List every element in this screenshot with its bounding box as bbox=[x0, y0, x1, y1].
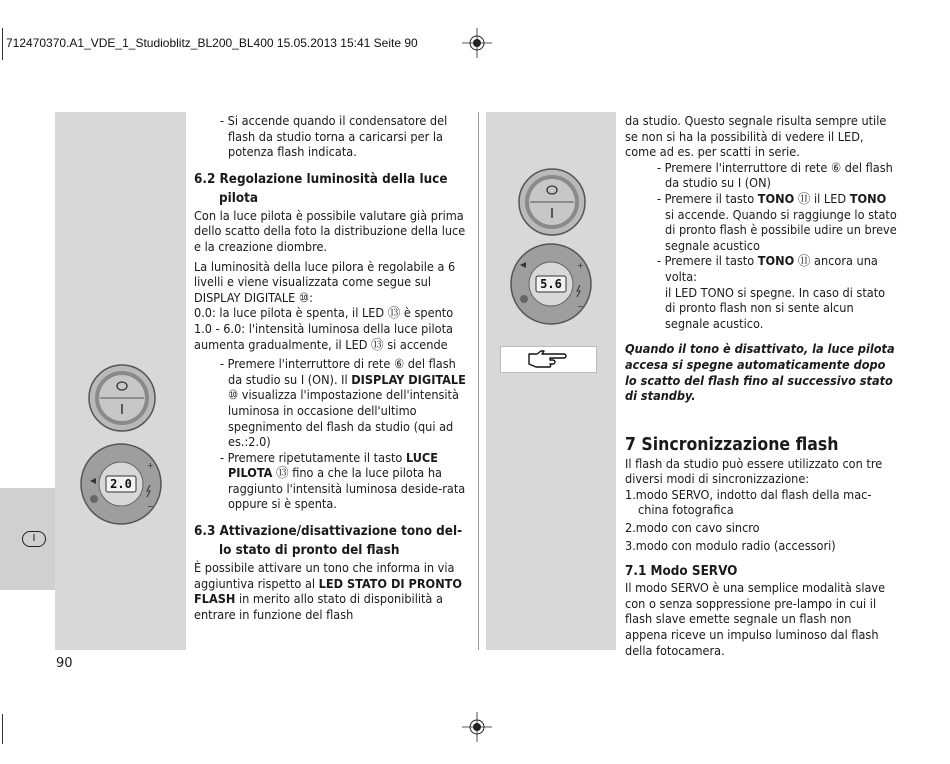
heading-7: 7 Sincronizzazione flash bbox=[625, 434, 839, 455]
registration-mark-icon bbox=[462, 28, 492, 58]
note-text: Quando il tono è disattivato, la luce pilota accesa si spegne automaticamente dopo lo scatto del flash fino al successivo stato di standby. bbox=[625, 341, 895, 404]
paragraph-7: Il flash da studio può essere utilizzato con tre diversi modi di sincronizzazione: bbox=[625, 455, 883, 487]
paragraph-1: Con la luce pilota è possibile valutare già prima dello scatto della foto la distribuzione della luce e la creazione diombre. bbox=[194, 207, 466, 254]
bullet-intro: - Si accende quando il condensatore del flash da studio torna a caricarsi per la potenza flash indicata. bbox=[220, 113, 448, 160]
heading-7-1: 7.1 Modo SERVO bbox=[625, 564, 738, 580]
column-divider bbox=[478, 112, 479, 650]
control-panel-icon bbox=[80, 443, 162, 525]
print-slug: 712470370.A1_VDE_1_Studioblitz_BL200_BL400 15.05.2013 15:41 Seite 90 bbox=[6, 36, 418, 50]
paragraph-2: La luminosità della luce pilora è regolabile a 6 livelli e viene visualizzata come segue sul DISPLAY DIGITALE ⑩: bbox=[194, 258, 456, 305]
control-panel-icon bbox=[510, 243, 592, 325]
line-0-0: 0.0: la luce pilota è spenta, il LED ⑬ è spento bbox=[194, 305, 454, 321]
crop-mark bbox=[2, 714, 3, 744]
line-1-0: 1.0 - 6.0: l'intensità luminosa della luce pilota aumenta gradualmente, il LED ⑬ si accende bbox=[194, 320, 453, 352]
svg-text:−: − bbox=[577, 302, 584, 311]
right-bullet-2: - Premere il tasto TONO ⑪ il LED TONO si accende. Quando si raggiunge lo stato di pronto flash è possibile udire un breve segnale acustico bbox=[657, 190, 897, 253]
paragraph-top: da studio. Questo segnale risulta sempre utile se non si ha la possibilità di vedere il LED, come ad es. per scatti in serie. bbox=[625, 113, 887, 160]
list-item-2: 2.modo con cavo sincro bbox=[625, 520, 760, 536]
pointing-hand-icon bbox=[527, 349, 569, 368]
heading-6-3: 6.3 Attivazione/disattivazione tono del-lo stato di pronto del flash bbox=[194, 524, 463, 559]
page-number: 90 bbox=[56, 656, 73, 671]
svg-text:+: + bbox=[577, 261, 584, 270]
paragraph-7-1: Il modo SERVO è una semplice modalità slave con o senza soppressione pre-lampo in cui il flash slave emette segnale un flash non appena riceve un impulso luminoso dal flash della fotocamera. bbox=[625, 580, 886, 658]
svg-text:+: + bbox=[147, 461, 154, 470]
svg-text:−: − bbox=[147, 502, 154, 511]
left-text-column bbox=[194, 113, 466, 622]
registration-mark-icon bbox=[462, 712, 492, 742]
right-display-value: 5.6 bbox=[540, 277, 562, 291]
power-switch-icon bbox=[518, 168, 586, 236]
right-bullet-3: - Premere il tasto TONO ⑪ ancora una volta: bbox=[657, 253, 878, 284]
list-item-1: 1.modo SERVO, indotto dal flash della mac-china fotografica bbox=[625, 486, 872, 518]
heading-6-2: 6.2 Regolazione luminosità della luce pilota bbox=[194, 171, 448, 206]
power-switch-icon bbox=[88, 364, 156, 432]
paragraph-3: È possibile attivare un tono che informa in via aggiuntiva rispetto al LED STATO DI PRONTO FLASH in merito allo stato di disponibilità a entrare in funzione del flash bbox=[194, 560, 463, 622]
right-text-column bbox=[625, 113, 897, 658]
list-item-3: 3.modo con modulo radio (accessori) bbox=[625, 537, 836, 553]
right-bullet-1: - Premere l'interruttore di rete ⑥ del flash da studio su I (ON) bbox=[657, 159, 893, 191]
bullet-2: - Premere ripetutamente il tasto LUCE PILOTA ⑬ fino a che la luce pilota ha raggiunto l'intensità luminosa deside-rata oppure si è spenta. bbox=[220, 449, 466, 512]
bullet-1: - Premere l'interruttore di rete ⑥ del flash da studio su I (ON). Il DISPLAY DIGITALE ⑩ visualizza l'impostazione dell'intensità luminosa in occasione dell'ultimo spegnimento del flash da studio (qui ad es.:2.0) bbox=[220, 356, 466, 450]
right-bullet-3-cont: il LED TONO si spegne. In caso di stato di pronto flash non si sente alcun segnale acustico. bbox=[665, 284, 886, 331]
crop-mark bbox=[2, 28, 3, 60]
language-tab-label: I bbox=[22, 531, 46, 547]
left-display-value: 2.0 bbox=[110, 477, 132, 491]
